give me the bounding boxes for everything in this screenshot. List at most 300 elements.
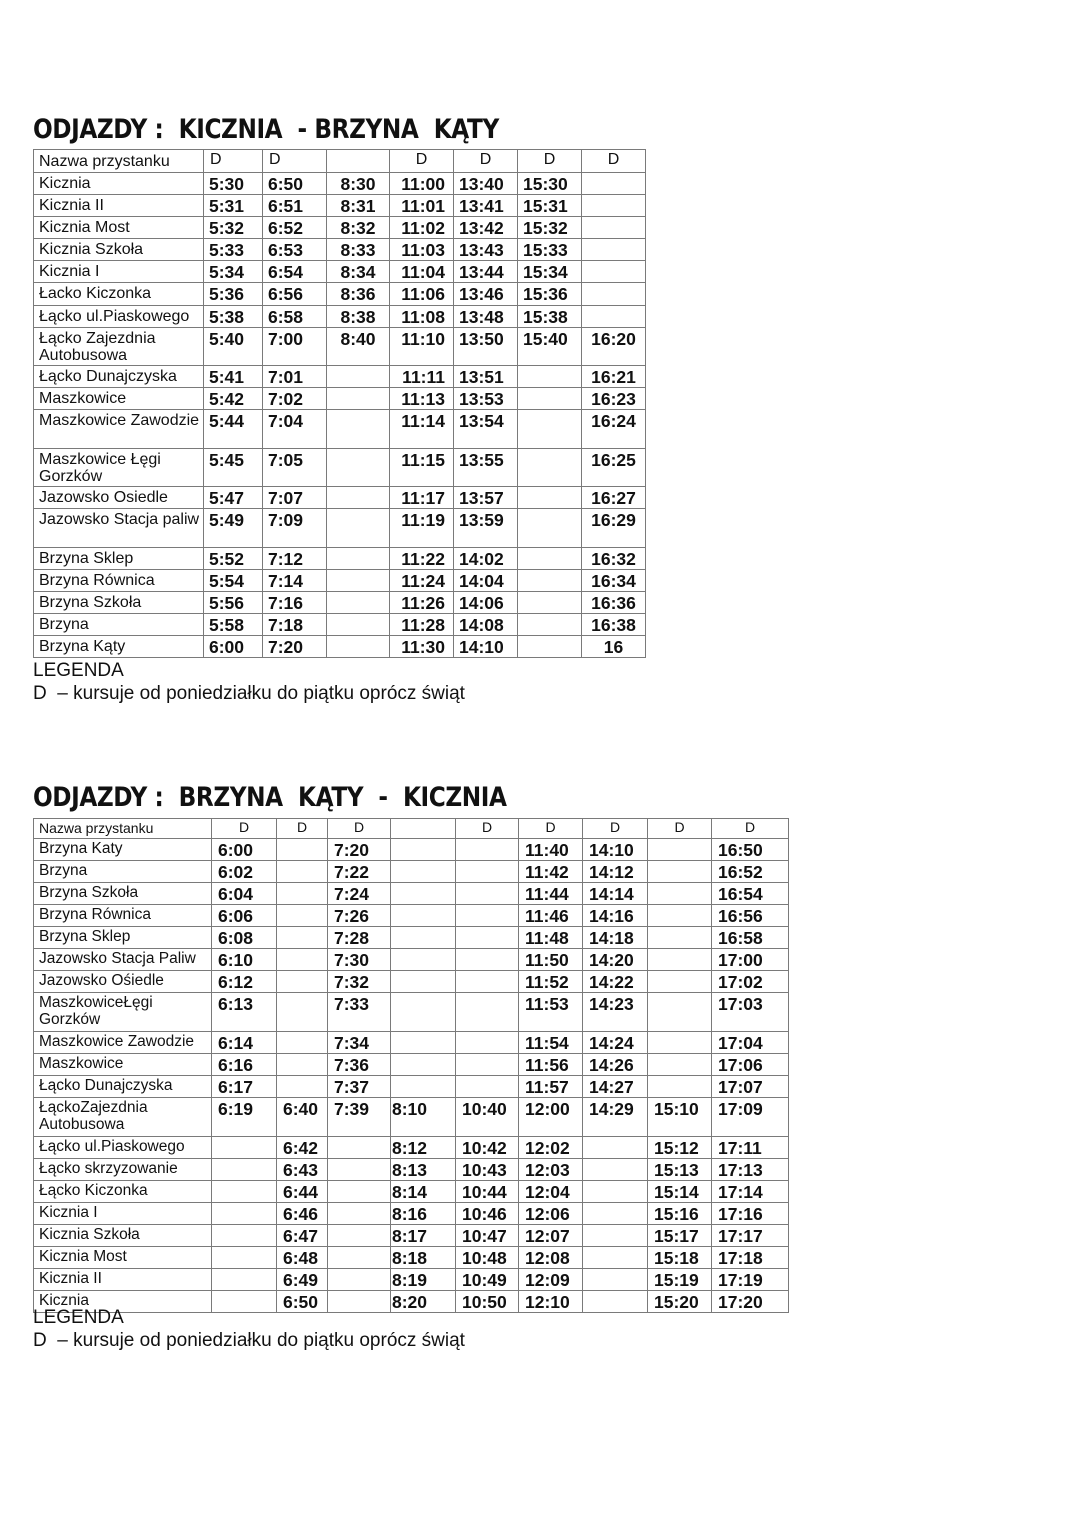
departure-time [648, 927, 712, 949]
stop-name: Łącko skrzyzowanie [34, 1159, 212, 1181]
departure-time: 5:56 [204, 592, 263, 614]
departure-time: 15:19 [648, 1269, 712, 1291]
stop-name: Kicznia Most [34, 1247, 212, 1269]
table-row [34, 1247, 789, 1269]
departure-time: 5:47 [204, 487, 263, 509]
departure-time [583, 1247, 648, 1269]
departure-time: 7:02 [263, 388, 327, 410]
departure-time: 16:56 [712, 905, 789, 927]
table-row [34, 1269, 789, 1291]
departure-time: 8:12 [391, 1137, 456, 1159]
departure-time: 5:38 [204, 306, 263, 328]
departure-time [328, 1137, 391, 1159]
departure-time: 14:06 [454, 592, 518, 614]
table-row [34, 971, 789, 993]
departure-time [328, 1159, 391, 1181]
departure-time: 8:36 [327, 283, 390, 306]
stop-name: Łacko Kiczonka [34, 283, 204, 306]
departure-time [518, 449, 582, 487]
departure-time: 8:32 [327, 217, 390, 239]
departure-time: 15:12 [648, 1137, 712, 1159]
departure-time: 11:52 [519, 971, 583, 993]
departure-time [518, 636, 582, 658]
departure-time: 7:30 [328, 949, 391, 971]
departure-time: 7:33 [328, 993, 391, 1032]
timetable-1 [33, 149, 646, 658]
departure-time [277, 1054, 328, 1076]
departure-time: 14:27 [583, 1076, 648, 1098]
departure-time: 11:40 [519, 839, 583, 861]
departure-time: 15:40 [518, 328, 582, 366]
departure-time: 5:34 [204, 261, 263, 283]
table-row [34, 283, 646, 306]
departure-time: 7:22 [328, 861, 391, 883]
departure-time: 6:10 [212, 949, 277, 971]
departure-time: 7:32 [328, 971, 391, 993]
stop-name: Kicznia II [34, 195, 204, 217]
column-header-code: D [712, 819, 789, 839]
departure-time: 8:19 [391, 1269, 456, 1291]
departure-time [277, 993, 328, 1032]
departure-time [277, 883, 328, 905]
departure-time [648, 861, 712, 883]
departure-time [518, 388, 582, 410]
table-row [34, 861, 789, 883]
departure-time: 6:13 [212, 993, 277, 1032]
departure-time [328, 1181, 391, 1203]
departure-time [456, 905, 519, 927]
departure-time: 16 [582, 636, 646, 658]
departure-time: 15:36 [518, 283, 582, 306]
departure-time: 14:26 [583, 1054, 648, 1076]
departure-time: 17:04 [712, 1032, 789, 1054]
departure-time: 14:04 [454, 570, 518, 592]
departure-time: 11:48 [519, 927, 583, 949]
departure-time [212, 1269, 277, 1291]
departure-time: 7:20 [263, 636, 327, 658]
departure-time: 10:40 [456, 1098, 519, 1137]
departure-time: 11:10 [390, 328, 454, 366]
departure-time: 11:22 [390, 548, 454, 570]
departure-time [212, 1247, 277, 1269]
column-header-code: D [328, 819, 391, 839]
table-row [34, 449, 646, 487]
departure-time: 12:04 [519, 1181, 583, 1203]
departure-time: 16:32 [582, 548, 646, 570]
table-row [34, 366, 646, 388]
departure-time: 16:29 [582, 509, 646, 548]
departure-time [582, 173, 646, 195]
timetable-2-legend-title: LEGENDA [33, 1307, 124, 1328]
departure-time: 16:24 [582, 410, 646, 449]
departure-time [583, 1291, 648, 1313]
departure-time: 13:40 [454, 173, 518, 195]
departure-time: 15:16 [648, 1203, 712, 1225]
stop-name: Jazowsko Stacja paliw [34, 509, 204, 548]
departure-time [391, 839, 456, 861]
stop-name: Łącko Dunajczyska [34, 366, 204, 388]
departure-time: 13:59 [454, 509, 518, 548]
departure-time: 15:18 [648, 1247, 712, 1269]
departure-time [518, 509, 582, 548]
table-row [34, 388, 646, 410]
departure-time [391, 971, 456, 993]
departure-time: 11:30 [390, 636, 454, 658]
departure-time [456, 1054, 519, 1076]
departure-time [648, 1054, 712, 1076]
column-header-stop-name: Nazwa przystanku [34, 150, 204, 173]
departure-time [391, 1076, 456, 1098]
stop-name: Łącko Zajezdnia Autobusowa [34, 328, 204, 366]
departure-time: 6:44 [277, 1181, 328, 1203]
departure-time: 13:42 [454, 217, 518, 239]
departure-time: 12:09 [519, 1269, 583, 1291]
departure-time: 13:51 [454, 366, 518, 388]
departure-time: 8:34 [327, 261, 390, 283]
departure-time: 15:20 [648, 1291, 712, 1313]
departure-time: 6:06 [212, 905, 277, 927]
stop-name: Łącko ul.Piaskowego [34, 1137, 212, 1159]
departure-time: 6:51 [263, 195, 327, 217]
departure-time: 6:47 [277, 1225, 328, 1247]
departure-time [648, 1076, 712, 1098]
departure-time [583, 1181, 648, 1203]
stop-name: Jazowsko Osiedle [34, 487, 204, 509]
departure-time: 6:52 [263, 217, 327, 239]
table-row [34, 1032, 789, 1054]
departure-time: 7:01 [263, 366, 327, 388]
departure-time [456, 949, 519, 971]
departure-time [327, 366, 390, 388]
departure-time: 7:36 [328, 1054, 391, 1076]
table-row [34, 306, 646, 328]
departure-time: 7:20 [328, 839, 391, 861]
stop-name: Kicznia II [34, 1269, 212, 1291]
departure-time: 17:16 [712, 1203, 789, 1225]
departure-time [277, 1032, 328, 1054]
departure-time: 12:10 [519, 1291, 583, 1313]
departure-time [277, 905, 328, 927]
departure-time: 6:53 [263, 239, 327, 261]
departure-time: 16:50 [712, 839, 789, 861]
stop-name: Kicznia Szkoła [34, 239, 204, 261]
column-header-code: D [583, 819, 648, 839]
column-header-code: D [582, 150, 646, 173]
departure-time: 5:52 [204, 548, 263, 570]
stop-name: Maszkowice [34, 388, 204, 410]
departure-time: 17:07 [712, 1076, 789, 1098]
departure-time [582, 195, 646, 217]
departure-time [327, 449, 390, 487]
departure-time: 8:38 [327, 306, 390, 328]
departure-time: 8:16 [391, 1203, 456, 1225]
departure-time: 6:54 [263, 261, 327, 283]
departure-time: 16:27 [582, 487, 646, 509]
departure-time [518, 548, 582, 570]
departure-time: 11:19 [390, 509, 454, 548]
departure-time [518, 487, 582, 509]
departure-time: 13:43 [454, 239, 518, 261]
timetable-2-title: ODJAZDY : BRZYNA KĄTY - KICZNIA [33, 782, 507, 813]
stop-name: Jazowsko Stacja Paliw [34, 949, 212, 971]
departure-time: 14:20 [583, 949, 648, 971]
departure-time: 16:58 [712, 927, 789, 949]
table-row [34, 993, 789, 1032]
stop-name: Brzyna Sklep [34, 927, 212, 949]
departure-time: 10:43 [456, 1159, 519, 1181]
table-row [34, 1076, 789, 1098]
departure-time [518, 410, 582, 449]
stop-name: Brzyna Równica [34, 905, 212, 927]
departure-time: 11:50 [519, 949, 583, 971]
table-row [34, 1159, 789, 1181]
table-row [34, 173, 646, 195]
departure-time [327, 487, 390, 509]
departure-time: 17:09 [712, 1098, 789, 1137]
table-row [34, 839, 789, 861]
departure-time: 14:23 [583, 993, 648, 1032]
stop-name: Kicznia [34, 173, 204, 195]
departure-time: 5:33 [204, 239, 263, 261]
departure-time [456, 927, 519, 949]
table-row [34, 239, 646, 261]
departure-time: 14:02 [454, 548, 518, 570]
departure-time: 8:17 [391, 1225, 456, 1247]
departure-time: 7:39 [328, 1098, 391, 1137]
departure-time: 6:56 [263, 283, 327, 306]
departure-time [648, 905, 712, 927]
departure-time [582, 217, 646, 239]
departure-time: 11:56 [519, 1054, 583, 1076]
departure-time: 7:00 [263, 328, 327, 366]
departure-time: 5:36 [204, 283, 263, 306]
departure-time: 5:41 [204, 366, 263, 388]
departure-time: 6:17 [212, 1076, 277, 1098]
departure-time: 6:00 [204, 636, 263, 658]
timetable-2-legend-text: D – kursuje od poniedziałku do piątku oprócz świąt [33, 1330, 465, 1351]
departure-time: 11:14 [390, 410, 454, 449]
departure-time: 8:40 [327, 328, 390, 366]
stop-name: Jazowsko Ośiedle [34, 971, 212, 993]
stop-name: Brzyna [34, 861, 212, 883]
departure-time: 6:50 [277, 1291, 328, 1313]
departure-time: 13:57 [454, 487, 518, 509]
departure-time [277, 1076, 328, 1098]
departure-time: 6:58 [263, 306, 327, 328]
departure-time: 11:02 [390, 217, 454, 239]
column-header-code: D [518, 150, 582, 173]
departure-time [327, 636, 390, 658]
stop-name: Łącko Kiczonka [34, 1181, 212, 1203]
departure-time [518, 614, 582, 636]
column-header-code: D [204, 150, 263, 173]
stop-name: Brzyna Sklep [34, 548, 204, 570]
departure-time: 11:11 [390, 366, 454, 388]
departure-time: 10:46 [456, 1203, 519, 1225]
stop-name: Łącko Dunajczyska [34, 1076, 212, 1098]
table-row [34, 883, 789, 905]
stop-name: Kicznia Szkoła [34, 1225, 212, 1247]
departure-time: 10:50 [456, 1291, 519, 1313]
departure-time: 16:52 [712, 861, 789, 883]
departure-time: 15:17 [648, 1225, 712, 1247]
stop-name: Brzyna Katy [34, 839, 212, 861]
departure-time: 8:33 [327, 239, 390, 261]
stop-name: Kicznia [34, 1291, 212, 1313]
departure-time [277, 861, 328, 883]
departure-time: 11:24 [390, 570, 454, 592]
table-row [34, 1225, 789, 1247]
departure-time [212, 1291, 277, 1313]
departure-time [456, 883, 519, 905]
table-row [34, 949, 789, 971]
table-row [34, 927, 789, 949]
departure-time: 15:34 [518, 261, 582, 283]
departure-time [328, 1203, 391, 1225]
departure-time [391, 1054, 456, 1076]
departure-time: 14:10 [454, 636, 518, 658]
departure-time: 16:20 [582, 328, 646, 366]
departure-time: 7:09 [263, 509, 327, 548]
column-header-code [391, 819, 456, 839]
departure-time [327, 410, 390, 449]
departure-time [583, 1137, 648, 1159]
departure-time [391, 927, 456, 949]
departure-time [391, 883, 456, 905]
stop-name: MaszkowiceŁęgi Gorzków [34, 993, 212, 1032]
departure-time: 8:20 [391, 1291, 456, 1313]
departure-time: 13:48 [454, 306, 518, 328]
departure-time: 14:08 [454, 614, 518, 636]
departure-time: 15:33 [518, 239, 582, 261]
departure-time [327, 592, 390, 614]
table-row [34, 548, 646, 570]
timetable-1-title: ODJAZDY : KICZNIA - BRZYNA KĄTY [33, 114, 499, 145]
table-row [34, 570, 646, 592]
departure-time [582, 239, 646, 261]
departure-time: 7:28 [328, 927, 391, 949]
departure-time: 6:14 [212, 1032, 277, 1054]
timetable-1-legend-title: LEGENDA [33, 660, 124, 681]
stop-name: Kicznia I [34, 1203, 212, 1225]
departure-time: 10:44 [456, 1181, 519, 1203]
departure-time: 16:23 [582, 388, 646, 410]
departure-time [648, 949, 712, 971]
column-header-code: D [648, 819, 712, 839]
departure-time: 7:37 [328, 1076, 391, 1098]
departure-time [212, 1137, 277, 1159]
table-row [34, 217, 646, 239]
table-row [34, 509, 646, 548]
departure-time [328, 1247, 391, 1269]
departure-time: 5:54 [204, 570, 263, 592]
departure-time: 16:21 [582, 366, 646, 388]
departure-time: 8:14 [391, 1181, 456, 1203]
departure-time: 5:58 [204, 614, 263, 636]
departure-time: 6:02 [212, 861, 277, 883]
departure-time: 6:19 [212, 1098, 277, 1137]
table-row [34, 261, 646, 283]
departure-time: 17:11 [712, 1137, 789, 1159]
departure-time [391, 949, 456, 971]
departure-time [582, 283, 646, 306]
departure-time: 11:44 [519, 883, 583, 905]
table-row [34, 905, 789, 927]
departure-time: 17:17 [712, 1225, 789, 1247]
departure-time: 15:32 [518, 217, 582, 239]
departure-time: 12:08 [519, 1247, 583, 1269]
stop-name: Brzyna Szkoła [34, 883, 212, 905]
departure-time: 11:53 [519, 993, 583, 1032]
departure-time: 13:41 [454, 195, 518, 217]
departure-time: 5:49 [204, 509, 263, 548]
departure-time: 15:38 [518, 306, 582, 328]
column-header-code: D [263, 150, 327, 173]
table-row [34, 328, 646, 366]
departure-time [212, 1225, 277, 1247]
departure-time: 7:18 [263, 614, 327, 636]
departure-time: 17:02 [712, 971, 789, 993]
departure-time [648, 839, 712, 861]
departure-time: 8:18 [391, 1247, 456, 1269]
departure-time: 13:50 [454, 328, 518, 366]
departure-time [518, 570, 582, 592]
departure-time: 11:06 [390, 283, 454, 306]
departure-time: 15:31 [518, 195, 582, 217]
departure-time [456, 993, 519, 1032]
departure-time: 5:30 [204, 173, 263, 195]
departure-time: 16:36 [582, 592, 646, 614]
stop-name: Maszkowice Zawodzie [34, 1032, 212, 1054]
departure-time: 13:55 [454, 449, 518, 487]
departure-time [328, 1269, 391, 1291]
departure-time: 6:00 [212, 839, 277, 861]
departure-time: 15:13 [648, 1159, 712, 1181]
departure-time [391, 905, 456, 927]
stop-name: Łącko ul.Piaskowego [34, 306, 204, 328]
departure-time: 17:03 [712, 993, 789, 1032]
departure-time: 12:07 [519, 1225, 583, 1247]
departure-time: 6:49 [277, 1269, 328, 1291]
table-row [34, 410, 646, 449]
departure-time [583, 1159, 648, 1181]
stop-name: Kicznia I [34, 261, 204, 283]
departure-time [391, 1032, 456, 1054]
departure-time: 11:42 [519, 861, 583, 883]
departure-time: 7:04 [263, 410, 327, 449]
departure-time: 17:19 [712, 1269, 789, 1291]
table-row [34, 1054, 789, 1076]
departure-time: 10:48 [456, 1247, 519, 1269]
stop-name: Maszkowice Łęgi Gorzków [34, 449, 204, 487]
departure-time [648, 883, 712, 905]
departure-time [583, 1203, 648, 1225]
departure-time: 6:12 [212, 971, 277, 993]
departure-time: 7:24 [328, 883, 391, 905]
departure-time: 7:05 [263, 449, 327, 487]
departure-time: 11:57 [519, 1076, 583, 1098]
departure-time [518, 366, 582, 388]
departure-time: 11:28 [390, 614, 454, 636]
departure-time: 14:16 [583, 905, 648, 927]
table-row [34, 1203, 789, 1225]
departure-time: 5:31 [204, 195, 263, 217]
departure-time: 16:38 [582, 614, 646, 636]
departure-time: 6:50 [263, 173, 327, 195]
departure-time [583, 1269, 648, 1291]
departure-time: 11:54 [519, 1032, 583, 1054]
departure-time: 16:54 [712, 883, 789, 905]
